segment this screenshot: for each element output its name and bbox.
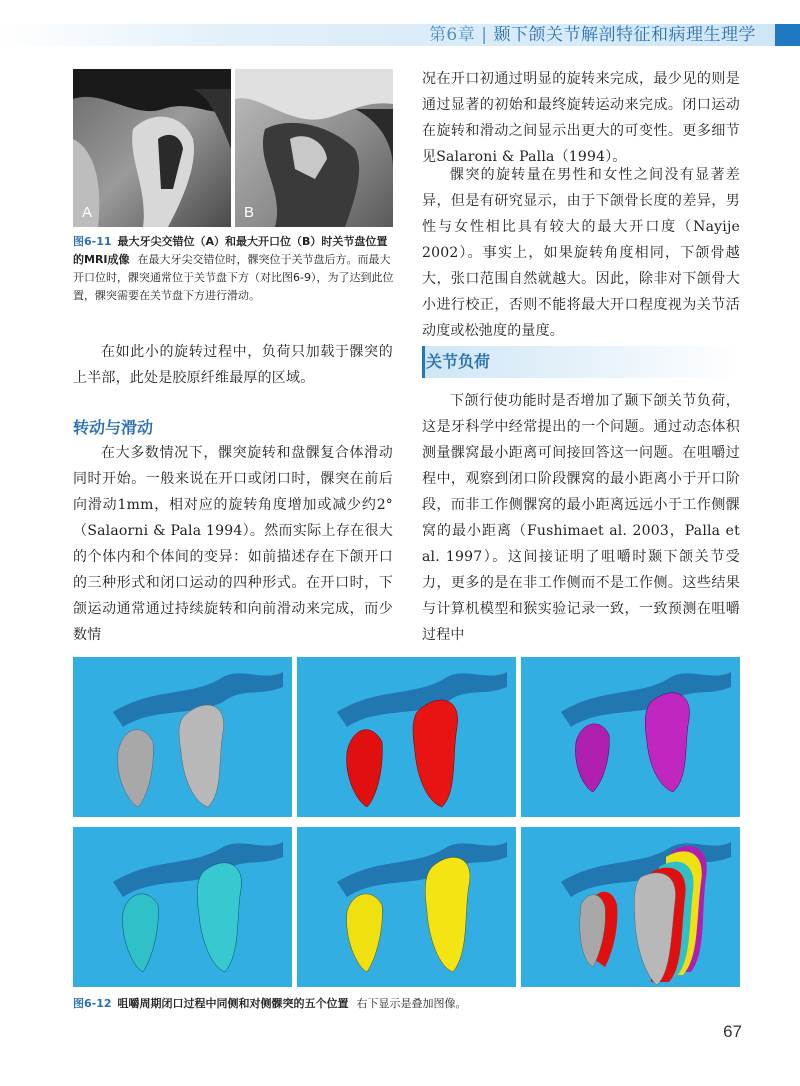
condyle-panel-gray: [73, 657, 292, 817]
figure-description: 在最大牙尖交错位时，髁突位于关节盘后方。而最大开口位时，髁突通常位于关节盘下方（对比图6-9），为了达到此位置，髁突需要在关节盘下方进行滑动。: [73, 253, 394, 302]
figure-number: 图6-12: [73, 997, 112, 1010]
body-paragraph: 下颌行使功能时是否增加了颞下颌关节负荷，这是牙科学中经常提出的一个问题。通过动态体积测量髁窝最小距离可间接回答这一问题。在咀嚼过程中，观察到闭口阶段髁窝的最小距离小于开口阶段，而非工作侧髁窝的最小距离远远小于工作侧髁窝的最小距离（Fushimaet al. 2003，Palla et al. 1997）。这间接证明了咀嚼时颞下颌关节受力，更多的是在非工作侧而不是工作侧。这些结果与计算机模型和猴实验记录一致，一致预测在咀嚼过程中: [422, 393, 740, 643]
condyle-panel-magenta: [521, 657, 740, 817]
condyle-panel-red: [297, 657, 516, 817]
chapter-number: 第6章: [428, 25, 476, 45]
condyle-panel-yellow: [297, 827, 516, 987]
mri-label-a: A: [82, 204, 93, 221]
header-separator: |: [481, 25, 488, 45]
header-accent-block: [775, 24, 800, 46]
figure-6-11-caption: [73, 233, 395, 305]
running-header: [429, 22, 756, 48]
figure-6-12-caption: [73, 995, 740, 1013]
figure-description: 右下显示是叠加图像。: [356, 997, 467, 1010]
figure-6-12-grid: [73, 657, 740, 987]
condyle-panel-overlay: [521, 827, 740, 987]
figure-title: 咀嚼周期闭口过程中同侧和对侧髁突的五个位置: [117, 997, 349, 1010]
figure-title: 最大牙尖交错位（A）和最大开口位（B）时关节盘位置的MRI成像: [73, 235, 388, 266]
condyle-panel-cyan: [73, 827, 292, 987]
page-number: 67: [723, 1022, 742, 1041]
mri-image-a: [73, 69, 231, 227]
figure-number: 图6-11: [73, 235, 112, 248]
mri-image-b: [235, 69, 393, 227]
body-paragraph: 况在开口初通过明显的旋转来完成，最少见的则是通过显著的初始和最终旋转运动来完成。闭口运动在旋转和滑动之间显示出更大的可变性。更多细节见Salaroni & Palla（1994）。: [422, 71, 740, 165]
section-heading-rotation-sliding: 转动与滑动: [73, 418, 154, 437]
chapter-title: 颞下颌关节解剖特征和病理生理学: [493, 25, 756, 45]
body-paragraph: 在大多数情况下，髁突旋转和盘髁复合体滑动同时开始。一般来说在开口或闭口时，髁突在前后向滑动1mm，相对应的旋转角度增加或减少约2°（Salaorni & Pala 1994）。然而实际上存在很大的个体内和个体间的变异：如前描述存在下颌开口的三种形式和闭口运动的四种形式。在开口时，下颌运动通常通过持续旋转和向前滑动来完成，而少数情: [73, 445, 393, 643]
body-paragraph: 在如此小的旋转过程中，负荷只加载于髁突的上半部，此处是胶原纤维最厚的区域。: [73, 344, 393, 386]
body-paragraph: 髁突的旋转量在男性和女性之间没有显著差异，但是有研究显示，由于下颌骨长度的差异，男性与女性相比具有较大的最大开口度（Nayije 2002）。事实上，如果旋转角度相同，下颌骨越大，张口范围自然就越大。因此，除非对下颌骨大小进行校正，否则不能将最大开口程度视为关节活动度或松弛度的量度。: [422, 167, 740, 339]
mri-label-b: B: [244, 204, 255, 221]
section-heading-joint-loading: 关节负荷: [422, 346, 740, 378]
